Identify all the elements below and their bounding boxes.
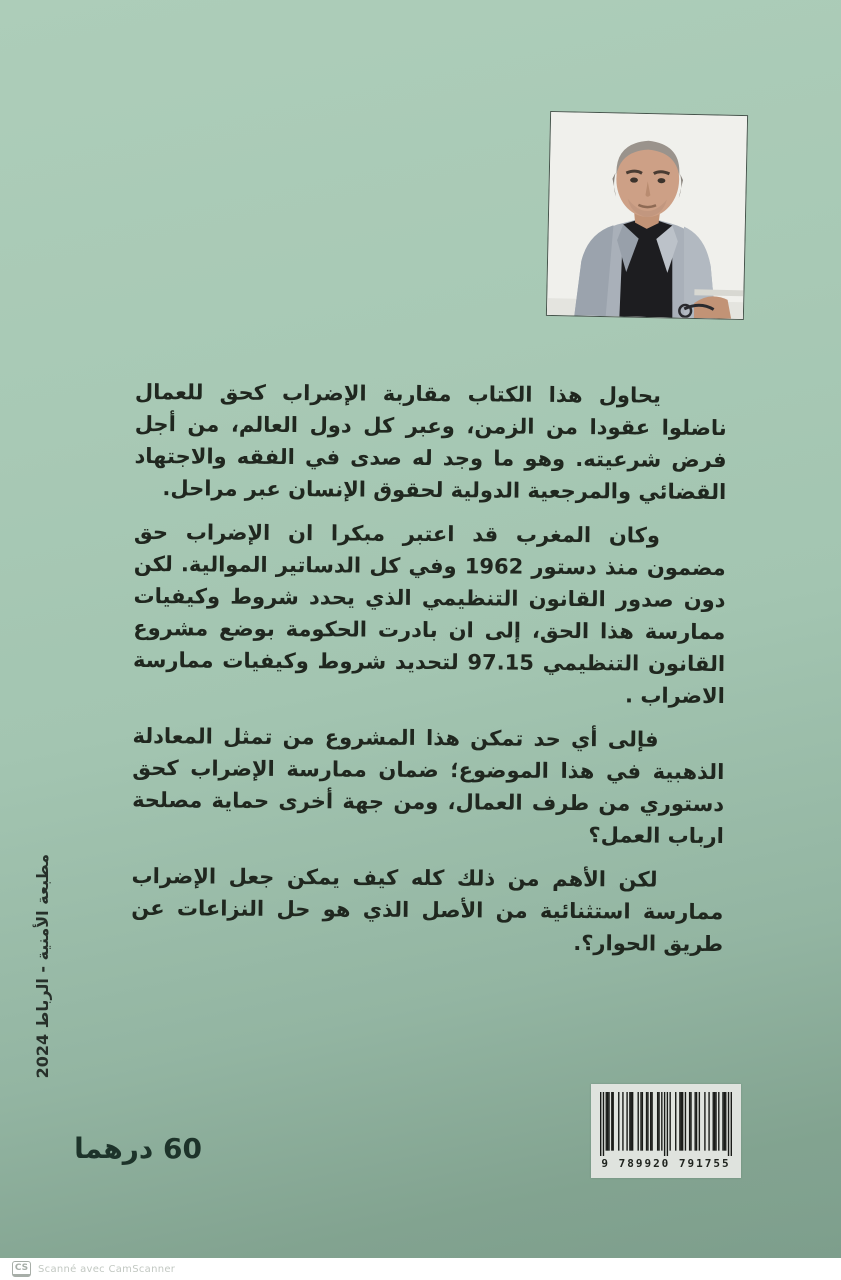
barcode-bars bbox=[600, 1092, 732, 1156]
synopsis-paragraph-2: وكان المغرب قد اعتبر مبكرا ان الإضراب حق مضمون منذ دستور 1962 وفي كل الدساتير الموالية. لكن دون صدور القانون التنظيمي الذي يحدد شروط وكيفيات ممارسة هذا الحق، إلى ان بادرت الحكومة بوضع مشروع القانون التنظيمي 97.15 لتحديد شروط وكيفيات ممارسة الاضراب . bbox=[133, 519, 726, 709]
synopsis-paragraph-4: لكن الأهم من ذلك كله كيف يمكن جعل الإضراب ممارسة استثنائية من الأصل الذي هو حل النزاعات عن طريق الحوار؟. bbox=[131, 863, 724, 957]
synopsis-paragraph-3: فإلى أي حد تمكن هذا المشروع من تمثل المعادلة الذهبية في هذا الموضوع؛ ضمان ممارسة الإضراب كحق دستوري من طرف العمال، ومن جهة أخرى حماية مصلحة ارباب العمل؟ bbox=[132, 723, 725, 849]
barcode-number: 9 789920 791755 bbox=[601, 1157, 731, 1170]
author-portrait-illustration bbox=[547, 112, 747, 319]
price-label: 60 درهما bbox=[74, 1132, 202, 1165]
isbn-barcode bbox=[591, 1084, 741, 1178]
camscanner-watermark-bar bbox=[0, 1258, 841, 1280]
printer-imprint-vertical-text: مطبعة الأمنية - الرباط 2024 bbox=[33, 854, 52, 1079]
author-photo bbox=[546, 111, 748, 320]
synopsis-text-block bbox=[131, 376, 727, 972]
camscanner-logo-icon: CS bbox=[12, 1261, 31, 1277]
synopsis-paragraph-1: يحاول هذا الكتاب مقاربة الإضراب كحق للعمال ناضلوا عقودا من الزمن، وعبر كل دول العالم، من أجل فرض شرعيته. وهو ما وجد له صدى في الفقه والاجتهاد القضائي والمرجعية الدولية لحقوق الإنسان عبر مراحل. bbox=[134, 379, 727, 505]
camscanner-watermark-text: Scanné avec CamScanner bbox=[38, 1263, 176, 1275]
